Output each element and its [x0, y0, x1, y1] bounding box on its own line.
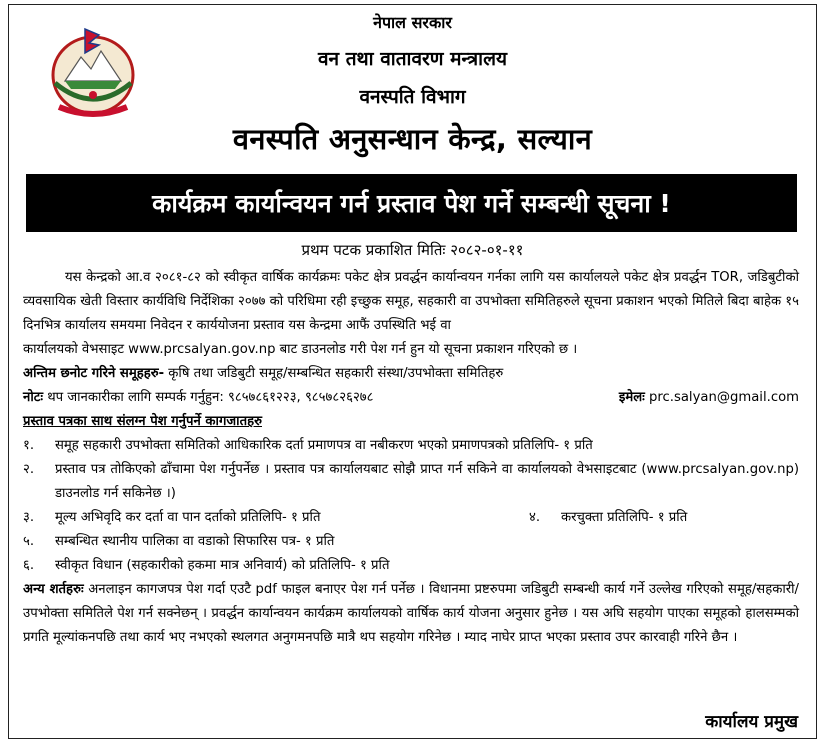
list-item-text: प्रस्ताव पत्र तोकिएको ढाँचामा पेश गर्नुपर्नेछ । प्रस्ताव पत्र कार्यालयबाट सोझै प्राप्त गर्न सकिने वा कार्यालयको वेभसाइटबाट (www.prcsalyan.gov.np) डाउनलोड गर्न सकिनेछ ।): [55, 462, 799, 501]
intro-paragraph: यस केन्द्रको आ.व २०८१-८२ को स्वीकृत वार्षिक कार्यक्रमः पकेट क्षेत्र प्रवर्द्धन कार्यान्वयन गर्नका लागि यस कार्यालयले पकेट क्षेत्र प्रवर्द्धन TOR, जडिबुटीको व्यवसायिक खेती विस्तार कार्यविधि निर्देशिका २०७७ को परिधिमा रही इच्छुक समूह, सहकारी वा उपभोक्ता समितिहरुले सूचना प्रकाशन भएको मितिले बिदा बाहेक १५ दिनभित्र कार्यालय समयमा निवेदन र कार्ययोजना प्रस्ताव यस केन्द्रमा आफैं उपस्थिति भई वा: [23, 270, 799, 333]
note-contact-text: थप जानकारीका लागि सम्पर्क गर्नुहुन: ९८५७८६१२२३, ९८५७८२६२७८: [47, 390, 374, 405]
list-item-number: ४.: [529, 510, 541, 525]
list-item: [23, 506, 320, 530]
eligible-groups: [23, 362, 799, 386]
list-item: [23, 554, 799, 578]
publication-date: प्रथम पटक प्रकाशित मितिः २०८२-०१-११: [301, 241, 524, 259]
email-address: prc.salyan@gmail.com: [649, 390, 799, 405]
notice-body: [23, 266, 799, 650]
email-label: इमेलः: [618, 390, 645, 405]
other-conditions-label: अन्य शर्तहरुः: [23, 582, 84, 597]
ministry-name: वन तथा वातावरण मन्त्रालय: [317, 48, 507, 70]
note-label: नोटः: [23, 390, 44, 405]
intro-paragraph-continued: कार्यालयको वेभसाइट www.prcsalyan.gov.np बाट डाउनलोड गरी पेश गर्न हुन यो सूचना प्रकाशन गरिएको छ ।: [23, 342, 578, 357]
contact-note: [23, 386, 799, 410]
documents-heading: प्रस्ताव पत्रका साथ संलग्न पेश गर्नुपर्ने कागजातहरु: [23, 414, 262, 429]
department-name: वनस्पति विभाग: [359, 86, 466, 108]
list-item-number: ३.: [23, 510, 35, 525]
notice-page: [8, 4, 817, 739]
research-center-name: वनस्पति अनुसन्धान केन्द्र, सल्यान: [232, 122, 593, 156]
list-item-text: सम्बन्धित स्थानीय पालिका वा वडाको सिफारिस पत्र- १ प्रति: [55, 534, 335, 549]
list-item: [529, 506, 799, 530]
list-item: [23, 434, 799, 458]
eligible-groups-value: कृषि तथा जडिबुटी समूह/सम्बन्धित सहकारी संस्था/उपभोक्ता समितिहरु: [168, 366, 504, 381]
list-item-text: करचुक्ता प्रतिलिपि- १ प्रति: [561, 510, 688, 525]
list-item: [23, 530, 799, 554]
list-item: [23, 458, 799, 506]
list-item-pair: [23, 506, 799, 530]
other-conditions: [23, 578, 799, 650]
list-item-number: १.: [23, 438, 35, 453]
list-item-text: समूह सहकारी उपभोक्ता समितिको आधिकारिक दर्ता प्रमाणपत्र वा नबीकरण भएको प्रमाणपत्रको प्रतिलिपि- १ प्रति: [55, 438, 593, 453]
list-item-text: स्वीकृत विधान (सहकारीको हकमा मात्र अनिवार्य) को प्रतिलिपि- १ प्रति: [55, 558, 390, 573]
list-item-number: ५.: [23, 534, 35, 549]
list-item-text: मूल्य अभिवृदि कर दर्ता वा पान दर्ताको प्रतिलिपि- १ प्रति: [55, 510, 321, 525]
eligible-groups-label: अन्तिम छनोट गरिने समूहहरु-: [23, 366, 165, 381]
notice-title-banner: कार्यक्रम कार्यान्वयन गर्न प्रस्ताव पेश गर्ने सम्बन्धी सूचना !: [26, 174, 797, 232]
other-conditions-text: अनलाइन कागजपत्र पेश गर्दा एउटै pdf फाइल बनाएर पेश गर्न पर्नेछ । विधानमा प्रष्टरुपमा जडिबुटी सम्बन्धी कार्य गर्ने उल्लेख गरिएको समूह/सहकारी/उपभोक्ता समितिले पेश गर्न सक्नेछन् । प्रवर्द्धन कार्यान्वयन कार्यक्रम कार्यालयको वार्षिक कार्य योजना अनुसार हुनेछ । यस अघि सहयोग पाएका समूहको हालसम्मको प्रगति मूल्यांकनपछि तथा कार्य भए नभएको स्थलगत अनुगमनपछि मात्रै थप सहयोग गरिनेछ । म्याद नाघेर प्राप्त भएका प्रस्ताव उपर कारवाही गरिने छैन ।: [23, 582, 799, 645]
list-item-number: २.: [23, 462, 35, 477]
office-chief-signature: कार्यालय प्रमुख: [705, 712, 798, 732]
government-name: नेपाल सरकार: [373, 13, 452, 32]
list-item-number: ६.: [23, 558, 35, 573]
